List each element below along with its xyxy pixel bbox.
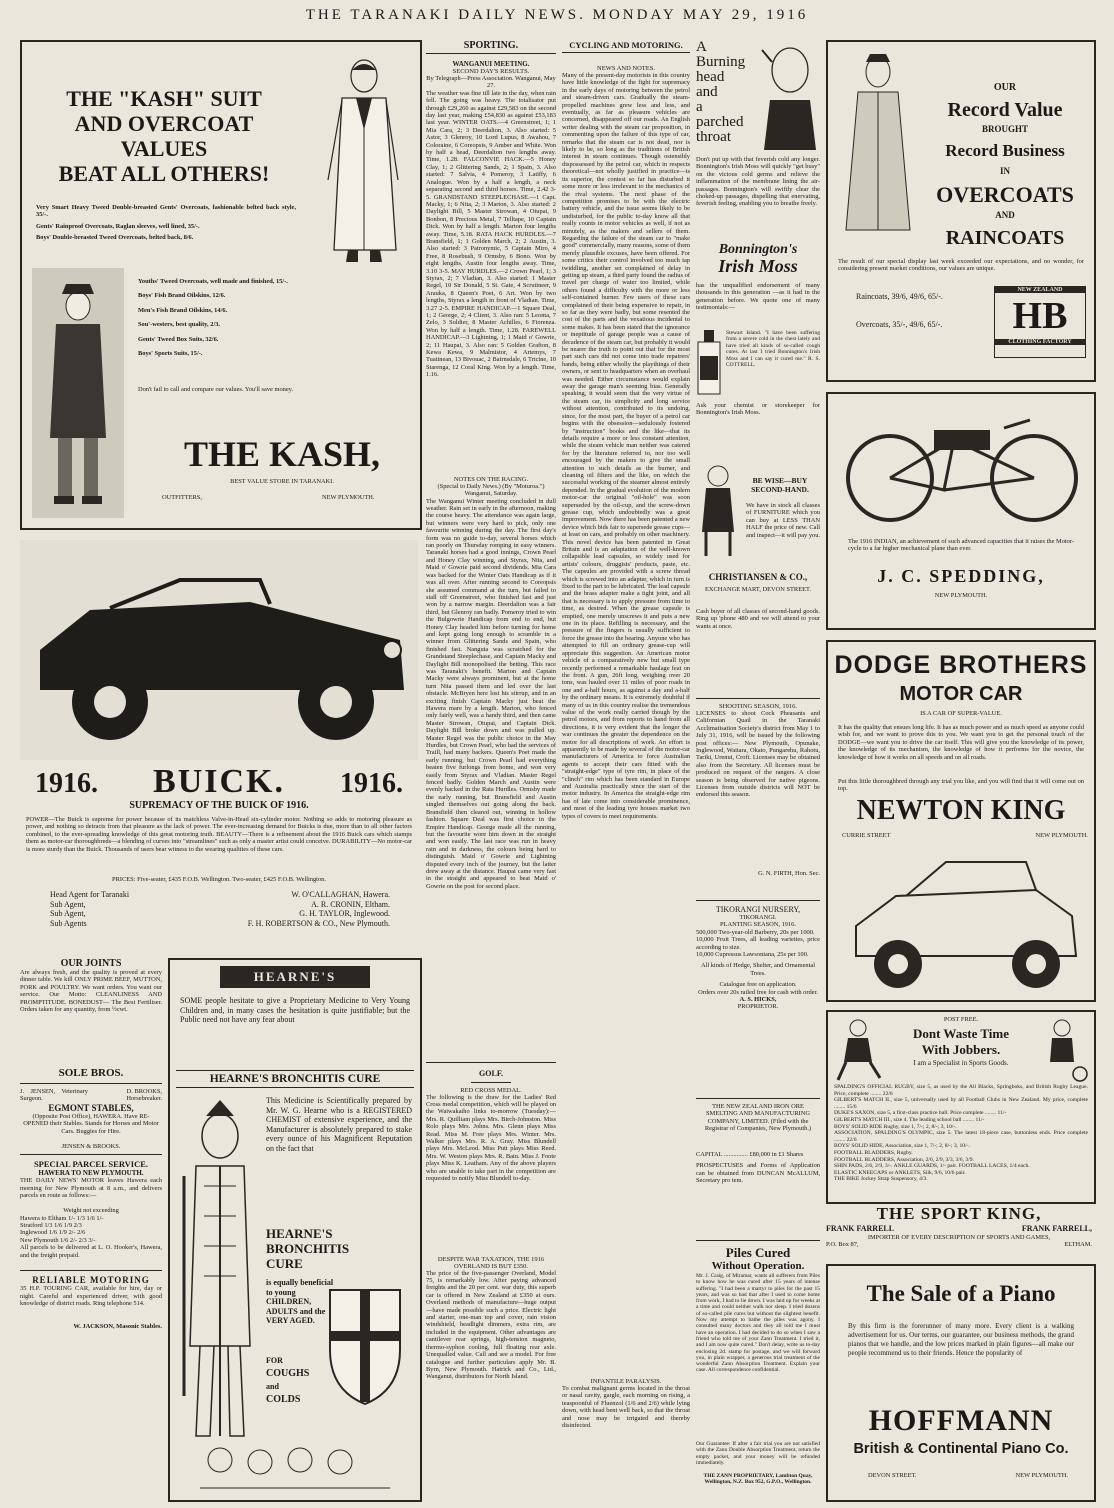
- record-over: Overcoats, 35/-, 49/6, 65/-.: [856, 320, 943, 329]
- buick-agent-row: [50, 900, 390, 910]
- hearne-for: FOR: [266, 1356, 283, 1365]
- dodge-town: NEW PLYMOUTH.: [1035, 832, 1088, 839]
- record-body: The result of our special display last week exceeded our expectations, and no wonder, for considering present market conditions, our values are unique.: [838, 258, 1084, 273]
- buick-agent-row: [50, 919, 390, 929]
- christiansen-addr: EXCHANGE MART, DEVON STREET.: [704, 586, 812, 593]
- buick-body: POWER—The Buick is supreme for power because of its matchless Valve-in-Head six-cylinder motor. Nothing so adds to motoring pleasure as power, and nothing so detracts from that pleasure as the lack of power. The ever-increasing demand for Buicks is due, more than to all other factors combined, to the ever-spreading knowledge of this great motoring truth. BEAUTY—There is a refinement about the 1916 Buick cars which stamps them as motor-car thoroughbreds—a blending of curves into "streamlines" such as only a master artist could conceive. DURABILITY—No motor-car is more sturdy than the Buick. Thousands of users bear witness to the wearing qualities of these cars.: [26, 816, 412, 853]
- smelting-prospectus: PROSPECTUSES and Forms of Application can be obtained from DUNCAN McALLUM, Secretary pro tem.: [696, 1162, 820, 1185]
- hearne-banner-frame: [220, 966, 370, 988]
- sportking-importer: IMPORTER OF EVERY DESCRIPTION OF SPORTS AND GAMES,: [867, 1233, 1051, 1241]
- paralysis-title: INFANTILE PARALYSIS.: [590, 1378, 662, 1385]
- christiansen-cash: Cash buyer of all classes of second-hand goods. Ring up 'phone 480 and we will attend to your wants at once.: [696, 608, 820, 630]
- sporting-body: The weather was fine till late in the day, when rain fell. The going was heavy. The totalisator put through £29,260 as against £29,583 on the second day last year, making £54,830 as against £53,183 last year. WINTER OATS.—4 Greenstreet, 1; 1 Mia Cara, 2; 3 Deerdalton, 3. Also started: 5 Astor, 3 Glenroy, 10 Lord Lupus, 8 Awahou, 7 Coloraine, 6 Coreopsis, 9 Amber and White. Won by half a head, Deerdalton two lengths away. Time, 1.28. FALCONVIE HACK.—5 Honey Clay, 1; 2 Glittering Sands, 2; 1 Spain, 3. Also started: 7 Salvia, 4 Pomeroy, 3 Latiffy, 6 Analogue. Won by a half a length, a neck separating second and third horses. Time, 2.42 3-5. GRANDSTAND STEEPLECHASE.—1 Capt. Macky, 1; 6 Nita, 2; 3 Marton, 3. Also started: 2 Daylight Bill, 5 Master Strowan, 4 Otupai, 9 Bonbon, 8 Precious Metal, 7 Telltape, 10 Captain Dick. Won by half a length. Marton four lengths away. Time, 5.18. RATA HACK HURDLES.—7 Bransfield, 1; 1 Golden March, 2; 2 Austin, 3. Also started: 3 Patronymic, 5 Captain Miro, 4 Free, 8 Rosebush, 9 Ormsby, 6 Bono. Won by eight lengths, Austin four lengths away. Time, 3.10 3-5. MAY HURDLES.—2 Crown Pearl, 1; 3 Styrax, 2; 7 Vladian, 3. Also started: 1 Master Regel, 10 Sir Donald, 5 St. Gate, 4 Scrutineer, 9 Arauka, 8 Queen's Poet, 6 Art. Won by two lengths, Styrax a length in front of Vladian. Time, 3.27 2-5. EMPIRE HANDICAP.—1 Square Deal, 1; 2 George, 2; 4 Client, 3. Also ran: 5 Leonta, 7 Zelo, 3 Soldier, 8 Master Achilles, 6 Fiorenza. Won by half a length. Time, 1.28. FAREWELL HANDICAP.—3 Lightning, 1; 1 Maid o' Gowrie, 2; 11 Haupai, 3. Also ran: 5 Golden Grafton, 8 Kewa Kewa, 9 Malmistor, 4 Artemys, 7 Tuatinean, 13 Bivouac, 2 Bairnsdale, 6 Tricine, 10 Starenga, 12 Coral King. Won by a length. Time, 1.16.: [426, 89, 556, 379]
- record-and: AND: [995, 210, 1015, 220]
- bottle-icon: [696, 330, 722, 396]
- kash-town: NEW PLYMOUTH.: [322, 494, 375, 501]
- hb-logo-top: NEW ZEALAND: [995, 287, 1085, 293]
- buick-agent-row: [50, 909, 390, 919]
- cycling-body: Many of the present-day motorists in this country have little knowledge of the fight for supremacy in the early days of motoring between the petrol and steam-driven cars. Gradually the steam-propelled machines grew less and less, and eventually, as far as pleasure vehicles are concerned, disappeared off our roads. An English writer dealing with the steam car proposition, in commenting upon the failure of this type of car, remarks that the steam car is not dead, nor is likely to be, so long as the traditions of British interest in steam continues. Though ostensibly dispossessed by the petrol car, which in respects theoretical—not wholly justified in practice—is its superior, the contest so far has disturbed it some more or less irrelevant to the mechanics of the rival systems. The next phase of the competition promises to be with the electric battery vehicle, and the issue seems likely to be undisturbed, for the public to-day know all that really counts in motor vehicles as well, if not as minutely, as the makers and sellers of them. Regarding the failure of the steam car to "make good" commercially, many reasons, some of them merely plausible excuses, have been offered. For some critics their control involved too much tap twiddling, another set complained of delay in getting up steam, a third party found the radius of travel per charge of water too limited, while others found a difficulty with the more or less self-contained burner. Few users of these cars complained of their being expensive to repair, in so far as they were badly, but some resented the cost of the parts and the vexatious incidental to some makes. It has been stated that the ignorance or ineptitude of garage people was a cause of decadence of the steam car, but probably it would be nearer the truth to point out that for the most part such cars did not come into trade repairers' hands, being either wholly the playthings of their owners, or sent to headquarters when an overhaul was needed. Either circumstance would explain away the garage man's seeming bias. Generally speaking, it would seem that the very virtue of the steam car, its simplicity and long service without attention, contributed to its undoing, since, for the most part, the buyer of a petrol car begins with the obsession—sedulously fostered by "instruction" books and the like—that its details require a more or less constant attention, while the steam vehicle man neither was catered for by the literature referred to, nor too well encouraged by the makers to give the small attention to such details as the burner, and cleaning oil filters and the like, on which the successful working of the steamer almost entirely depended. In the gradual evolution of the modern motor-car the original "oil-hole" was soon superseded by the oil-cup, and the screw-down grease cup, which undoubtedly was a great improvement. Now there has been patented a new device which bids fair to supersede grease cups—at least on cars, and probably on other machinery. This novel device has been patented in Great Britain and is an adaptation of the well-known collapsible lead capsules, so widely used for artists' colours, druggists' products, paste, etc. The capsules are provided with a screw thread which is screwed into an adapter, which in turn is fixed to the part to be lubricated. The lead capsule and the brass adapter make a tight joint, and all that is necessary is to apply pressure from time to time, as desired. When the grease capsule is emptied, one merely unscrews it and puts a new one in its place. Refilling is necessary, and the pressure of the fingers is usually sufficient to force the grease into the bearing. Anyone who has attempted to fill an ordinary grease-cup will appreciate this suggestion. An American motor vehicle of a comparatively new but small type recently performed a remarkable haulage feat on the front. A gun, 26ft long, weighing over 20 tons, was hauled over 11 miles of poor roads in one and a-half hours, as against a day and a-half by the ordinary means. It is extremely doubtful if many of us in this country realise the tremendous value of the work really carried though by the petrol motors, and from reports to hand from all directions, it is very evident that the longer the war continues the greater the dependence on the motor for all descriptions of work. An effort is apparently to be made by several of the motor-car manufacturers of America to force Australian agents to accept their cars fitted with the "straight-edge" type of tyre rim, in place of the "clinch" rim which has been standard in Europe and Australia practically since the start of the motor industry. In America the straight-edge rim has of late come into considerable prominence, and most of the leading tyre houses market two types of covers to meet requirements.: [562, 72, 690, 820]
- golf-title: GOLF.: [479, 1068, 503, 1078]
- buick-year-left: 1916.: [35, 768, 99, 799]
- shield-icon: [320, 1280, 410, 1410]
- hearne-cure-title: HEARNE'S BRONCHITIS CURE: [176, 1070, 414, 1088]
- piano-ad: [826, 1264, 1096, 1502]
- joints-text: Are always fresh, and the quality is proved at every dinner table. We kill ONLY PRIME BEEF, MUTTON, PORK and POULTRY. We want orders. You want our service. Our Motto: CLEANLINESS AND PROMPTITUDE. BONEDUST— The Best Fertiliser. Orders taken for any quantity, from ½cwt.: [20, 969, 162, 1014]
- kash-item: Gents' Rainproof Overcoats, Raglan sleeves, well lined, 35/-.: [36, 222, 200, 230]
- buick-agent-role: Sub Agent,: [50, 899, 86, 909]
- sportking-spec: I am a Specialist in Sports Goods.: [913, 1059, 1009, 1067]
- record-brought: BROUGHT: [981, 124, 1028, 134]
- hearne-body: This Medicine is Scientifically prepared by Mr. W. G. Hearne who is a REGISTERED CHEMIST of extensive experience, and the Manufacturer is absolutely prepared to stake every ounce of his Magnificent Reputation on the fact that: [266, 1096, 412, 1153]
- knight-illustration: [174, 1096, 264, 1466]
- boy-overcoat-illustration: [32, 268, 124, 518]
- buick-agent-row: [50, 890, 390, 900]
- piles-body: Mr. J. Craig, of Miramar, wants all sufferers from Piles to know how he was cured after 15 years of intense suffering. "I had been a martyr to piles for the past 15 years, and was so bad that after I used to come home from work, I had to lie down. I was laid up for weeks at a time and could neither walk nor sleep. I tried dozens of so-called pile cures but without the slightest benefit. Now my attempt to bathe the piles was agony. I consulted many doctors and they all told me I must have an operation. I had decided to do so when I saw a friend who told me of your Zann Treatment. I tried it, and I am now quite cured." Don't delay, write us to-day enclosing 2d. stamp for postage, and we will forward you, in plain wrapper, a generous trial treatment of the wonderful Zann Absorption Treatment. Explain your case. All correspondence confidential.: [696, 1273, 820, 1374]
- nursery-title2: PROPRIETOR.: [737, 1003, 779, 1011]
- kash-boys-item: Youths' Tweed Overcoats, well made and finished, 15/-.: [138, 278, 288, 285]
- sportking-box: P.O. Box 87,: [826, 1240, 859, 1248]
- record-l1: Record Value: [947, 99, 1063, 121]
- sporting-title: SPORTING.: [463, 40, 519, 51]
- paralysis-body: To combat malignant germs located in the throat or nasal cavity, gargle, each morning on rising, a teaspoonful of Fluenzol (1/6 and 2/6) while lying down, with head bent well back, so that the throat and nose may be irrigated and thereby disinfected.: [562, 1385, 690, 1430]
- cycling-column: [562, 40, 690, 1500]
- bonnington-ad: [696, 40, 820, 460]
- man-overcoat-illustration: [312, 50, 412, 265]
- kash-boys-item: Gents' Tweed Box Suits, 32/6.: [138, 335, 219, 343]
- parcel-rates-head: Weight not exceeding: [63, 1207, 119, 1215]
- footballer-right-illustration: [1038, 1016, 1090, 1082]
- buick-agent-role: Sub Agent,: [50, 909, 86, 918]
- kash-item: Boys' Double-breasted Tweed Overcoats, belted back, 8/6.: [36, 234, 194, 242]
- sportking-item: SHIN PADS, 2/6, 2/9, 3/-. ANKLE GUARDS, 1/- pair. FOOTBALL LACES, 1/4 each.: [834, 1163, 1030, 1170]
- man-with-headache-illustration: [756, 40, 820, 152]
- nursery-name: A. S. HICKS,: [739, 996, 777, 1004]
- nursery-place: TIKORANGI.: [739, 914, 777, 921]
- sportking-item: ASSOCIATION, SPALDING'S OLYMPIC, size 5. The latest 18-piece case, buttonless ends. Price complete ........ 22/6: [834, 1130, 1088, 1143]
- stables-names: [20, 1088, 162, 1103]
- sportking-town: ELTHAM.: [1064, 1240, 1092, 1248]
- notes-body: The Wanganui Winter meeting concluded in dull weather. Rain set in early in the afternoon, making the course heavy. The attendance was again large, but winners were very hard to pick, only one favourite winning during the day. The first day's form was no guide to-day, several horses which ran poorly on Thursday romping in easy winners. Taranaki horses had a good innings, Crown Pearl and Honey Clay winning, and Styrax, Nita, and Maid o' Gowrie paid second dividends. Mia Cara was backed for the Winter Oats Handicap as if it was all over. After running second to Coreopsis she assumed command at the turn, but failed to stall off Greenstreet, who finished fast and just won by a narrow margin. Deerdalton was a fair third, but Glenroy ran badly. Pomeroy tried to win the Bulgowrie Handicap from end to end, but Honey Clay headed him before turning for home and kept going long enough to scramble in a winner from Glittering Sands and Spain, who finished fast. Nanguta was scratched for the Grandstand Steeplechase, and Captain Macky and Daylight Bill monopolised the betting. This race was Taranaki's benefit. Marton and Captain Macky were always prominent, but at the home turn Nita passed them and led over the last obstacle. McBryen here lost his stirrup, and in an exciting finish Captain Macky just beat the Hawera mare by a length. Marton, who fenced only fairly well, was a handy third, and then came Master Strowan, Otupai, and Captain Dick. Daylight Bill broke down and was pulled up. Master Regel was the public choice in the May Hurdles, but Crown Pearl, who had the services of Traill, had many backers. Queen's Poet made the early running, but Crown Pearl had everything beaten five furlongs from home, and won very easily from Styrax and Vladian. Master Regel fenced badly. Golden March and Austin were evenly backed in the Rata Hurdles. Ormsby made the early running, but Bransfield and Austin singled themselves out going along the back. Bransfield then cleared out, winning in hollow fashion. Square Deal was first choice in the Empire Handicap. George made all the running, but the favourite wore him down in the straight and won easily. The last race was run in heavy rain and in darkness, the colours being hard to distinguish. Maid o' Gowrie and Lightning disputed every inch of the journey, but the latter drew away at the distance. Haupai came very fast in the straight and appeared to beat Maid o' Gowrie on the post for second place.: [426, 497, 556, 890]
- kash-ad: [20, 40, 422, 530]
- kash-boys-item: Boys' Fish Brand Oilskins, 12/6.: [138, 292, 226, 300]
- nursery-item: 10,000 Fruit Trees, all leading varieties, price according to size.: [696, 936, 820, 951]
- children-illustration: [190, 1430, 400, 1490]
- shooting-title: SHOOTING SEASON, 1916.: [718, 703, 797, 710]
- piles-title2: Without Operation.: [711, 1260, 805, 1272]
- sportking-address: [826, 1241, 1092, 1248]
- christiansen-text: We have in stock all classes of FURNITURE which you can buy at LESS THAN HALF the price of new. Call and inspect—it will pay you.: [746, 502, 820, 539]
- bonnington-brand-line: Bonnington's: [718, 242, 798, 257]
- kash-boys-item: Sou'-westers, best quality, 2/3.: [138, 321, 221, 329]
- sportking-post: POST FREE.: [943, 1016, 979, 1023]
- record-value-ad: [826, 40, 1096, 382]
- hearne-coughs: COUGHS: [266, 1368, 310, 1379]
- hearne-intro: SOME people hesitate to give a Proprietary Medicine to Very Young Children and, in many cases the hesitation is quite justifiable; but the Public need not have any fear about: [180, 996, 410, 1024]
- parcel-rate: New Plymouth 1/6 2/- 2/3 3/-: [20, 1236, 96, 1244]
- kash-compare: Don't fail to call and compare our values. You'll save money.: [138, 386, 294, 393]
- burning-headline: [696, 40, 758, 145]
- kash-boys-items: [138, 278, 338, 364]
- indian-town: NEW PLYMOUTH.: [934, 592, 988, 599]
- kash-outfitters: OUTFITTERS,: [162, 494, 202, 501]
- kash-boys-item: Men's Fish Brand Oilskins, 14/6.: [138, 306, 228, 314]
- shooting-body: LICENSES to shoot Cock Pheasants and Californian Quail in the Taranaki Acclimatisation Society's district from May 1 to July 31, 1916, will be issued by the following post offices:— New Plymouth, Opunake, Inglewood, Waitara, Okato, Pungarehu, Rahotu, Tariki, Urenui, Croft. Licenses may be obtained also from the Secretary. All licenses must be produced on request of the rangers. A close season is being observed for native pigeons. Licenses from outside districts will NOT be endorsed this season.: [696, 710, 820, 799]
- sportking-item: BOYS' SOLID RIDE Rugby, size 1, 7/-; 2, 8/-; 3, 10/-.: [834, 1123, 957, 1130]
- hearne-and: and: [266, 1382, 279, 1391]
- dodge-name: DODGE BROTHERS: [834, 651, 1088, 679]
- buick-title-row: [20, 763, 418, 800]
- hb-logo: [994, 286, 1086, 358]
- kash-headline-line1: THE "KASH" SUIT: [66, 86, 262, 111]
- footballer-left-illustration: [832, 1016, 888, 1082]
- parcel-rate: Stratford 1/3 1/6 1/9 2/3: [20, 1222, 82, 1230]
- piano-town: NEW PLYMOUTH.: [1015, 1472, 1068, 1479]
- shooting-sig: G. N. FIRTH, Hon. Sec.: [758, 870, 820, 877]
- buick-subhead: SUPREMACY OF THE BUICK OF 1916.: [129, 800, 309, 811]
- buick-name: BUICK.: [153, 763, 285, 800]
- sportking-t1: Dont Waste Time: [912, 1026, 1010, 1041]
- kash-headline-line3: VALUES: [120, 136, 208, 161]
- stables-name: EGMONT STABLES,: [48, 1102, 134, 1113]
- bonnington-testimonial: Stewart Island. "I have been suffering from a severe cold in the chest lately and have tried all kinds of so-called cough cures. At last I tried Bonnington's Irish Moss and I can say it cured me." R. S. COTTRELL.: [726, 330, 820, 369]
- stables-text: (Opposite Post Office), HAWERA. Have RE-OPENED their Stables. Stands for Horses and Motor Cars. Buggies for Hire.: [23, 1112, 159, 1135]
- sportking-item: GILBERT'S MATCH III., size 4. The leading school ball ........ 11/-: [834, 1116, 985, 1123]
- dodge-body: It has the quality that ensues long life. It has as much power and as much speed as anyone could wish for, and we want to prove this to you. We want you to get the personal touch of the DODGE—we want you to drive the car itself. This will give you the knowledge of its power, the knowledge of its mechanism, the knowledge of how it performs for the novice, the knowledge of how it works on all speeds and on all roads.: [838, 724, 1084, 761]
- dodge-car-illustration: [836, 846, 1086, 994]
- golf-sub: RED CROSS MEDAL.: [460, 1086, 522, 1094]
- kash-boys-item: Boys' Sports Suits, 15/-.: [138, 350, 203, 358]
- record-l2: Record Business: [945, 141, 1065, 160]
- burning-line: and: [696, 84, 718, 100]
- nursery-item: 10,000 Cupressus Lawsoniana, 25s per 100.: [696, 951, 809, 959]
- sportking-item: THE BIKE Jockey Strap Suspensory, 4/3.: [834, 1176, 928, 1183]
- kash-headline: [34, 86, 294, 186]
- sportking-t2: With Jobbers.: [921, 1042, 1001, 1057]
- sportking-item: GILBERT'S MATCH II., size 5, universally used by all Football Clubs in New Zealand. My price, complete ........ 15/6: [834, 1097, 1088, 1110]
- stables-owners: JENSEN & BROOKS.: [61, 1142, 121, 1150]
- bonnington-ask: Ask your chemist or storekeeper for Bonnington's Irish Moss.: [696, 402, 820, 417]
- kash-name: THE KASH,: [183, 434, 381, 474]
- bonnington-endorse: has the unqualified endorsement of many thousands in this generation —as it had in the generation before. We quote one of many testimonials:—: [696, 282, 820, 312]
- dodge-sub: MOTOR CAR: [899, 683, 1023, 705]
- cycling-sub: NEWS AND NOTES.: [597, 65, 655, 72]
- buick-prices: PRICES: Five-seater, £435 F.O.B. Wellington. Two-seater, £425 F.O.B. Wellington.: [112, 876, 326, 883]
- hearne-big: [266, 1226, 386, 1271]
- nursery-title: TIKORANGI NURSERY,: [715, 905, 801, 914]
- sportking-item: SPALDING'S OFFICIAL RUGBY, size 5, as used by the All Blacks, Springboks, and British Rugby League. Price, complete ........ 22/6: [834, 1084, 1088, 1097]
- dodge-try: Put this little thoroughbred through any trial you like, and you will find that it will come out on top.: [838, 778, 1084, 793]
- buick-agent-name: G. H. TAYLOR, Inglewood.: [299, 909, 390, 918]
- reliable-text: 35 H.P. TOURING CAR, available for hire, day or night. Careful and experienced driver, with good knowledge of district roads. Ring telephone 514.: [20, 1285, 162, 1308]
- hearne-big-line: HEARNE'S: [266, 1226, 333, 1241]
- reliable-title: RELIABLE MOTORING: [32, 1275, 150, 1286]
- sportking-item: FOOTBALL BLADDERS, Rugby.: [834, 1149, 913, 1156]
- nursery-season: PLANTING SEASON, 1916.: [720, 921, 796, 929]
- smelting-notice: [696, 1094, 820, 1234]
- man-raincoat-illustration: [834, 50, 920, 240]
- buick-agent-role: Head Agent for Taranaki: [50, 890, 130, 899]
- hearne-side: is equally beneficial to young CHILDREN, ADULTS and the VERY AGED.: [266, 1278, 334, 1325]
- hearne-big-line: BRONCHITIS: [266, 1241, 350, 1256]
- piano-brand: HOFFMANN: [868, 1404, 1054, 1437]
- piano-title: The Sale of a Piano: [866, 1281, 1056, 1306]
- hearne-banner: HEARNE'S: [253, 969, 337, 984]
- buick-agent-name: A. R. CRONIN, Eltham.: [311, 899, 390, 909]
- indian-text: The 1916 INDIAN, an achievement of such advanced capacities that it raises the Motor-cycle to a far higher mechanical plane than ever.: [848, 538, 1074, 553]
- parcel-sub: HAWERA TO NEW PLYMOUTH.: [38, 1169, 144, 1178]
- piano-company: British & Continental Piano Co.: [853, 1441, 1069, 1457]
- piles-footer: THE ZANN PROPRIETARY, Lambton Quay, Wellington, N.Z. Box 952, G.P.O., Wellington.: [703, 1473, 813, 1486]
- record-our: OUR: [993, 82, 1017, 93]
- parcel-title: SPECIAL PARCEL SERVICE.: [33, 1159, 149, 1170]
- christiansen-name: CHRISTIANSEN & CO.,: [708, 572, 808, 582]
- hearne-big-line: CURE: [266, 1256, 303, 1271]
- notes-title: NOTES ON THE RACING.: [453, 475, 529, 483]
- record-l4: RAINCOATS: [945, 227, 1065, 249]
- bonnington-brand-line: Irish Moss: [718, 256, 798, 276]
- kash-tagline: BEST VALUE STORE IN TARANAKI.: [230, 478, 334, 485]
- reliable-name: W. JACKSON, Masonic Stables.: [73, 1323, 162, 1331]
- nursery-orders: Orders over 20s railed free for cash with order.: [698, 988, 818, 996]
- dodge-street: CURRIE STREET: [842, 832, 891, 839]
- burning-body: Don't put up with that feverish cold any longer. Bonnington's Irish Moss will quickly "get busy" on the vicious cold germs and relieve the inflammation of the membrane lining the air-passages. Bonnington's will swiftly clear the choked-up passages, dispelling that enervating, feverish feeling, enabling you to breathe freely.: [696, 156, 820, 208]
- indian-ad: [826, 392, 1096, 630]
- burning-line: a: [696, 99, 703, 115]
- piles-guarantee: Our Guarantee: If after a fair trial you are not satisfied with the Zann Double Absorption Treatment, return the empty packet, and your money will be refunded immediately.: [696, 1441, 820, 1466]
- buick-agents: [50, 890, 390, 928]
- kash-headline-line2: AND OVERCOAT: [74, 111, 254, 136]
- bonnington-brand: [696, 242, 820, 274]
- sportking-items: [834, 1084, 1088, 1183]
- bellhop-illustration: [696, 462, 740, 558]
- tax-body: The price of the five-passenger Overland, Model 75, is remarkably low. After paying advanced freights and the 20 per cent. war duty, this superb car is offered in New Zealand at £350 at ours. Overland methods of manufacture—huge output—have made possible such a price. Electric light and starter, one-man top and cover, rain vision windshield, headlight dimmers, extra rim, are included in the equipment. Other advantages are cantilever rear springs, high-tension magneto, thermo-syphon cooling, full floating rear axle. Unequalled value. Call and see a model. For free catalogue and further particulars apply Mr. B. Byrn, New Plymouth. Hatrick and Co., Ltd., Wanganui, distributors for North Island.: [426, 1269, 556, 1381]
- record-in: IN: [999, 166, 1010, 176]
- sportking-ad: [826, 1010, 1096, 1204]
- buick-car-illustration: [20, 540, 418, 760]
- piles-title1: Piles Cured: [725, 1245, 791, 1260]
- tax-title: DESPITE WAR TAXATION, THE 1916 OVERLAND IS BUT £350.: [437, 1255, 545, 1270]
- parcel-footer: All parcels to be delivered at L. O. Hooker's, Hawera, and the freight prepaid.: [20, 1244, 162, 1259]
- buick-agent-role: Sub Agents: [50, 918, 87, 928]
- sporting-sub: WANGANUI MEETING.: [452, 60, 530, 68]
- sporting-byline: By Telegraph—Press Association. Wanganui, May 27.: [426, 75, 556, 90]
- hearne-colds: COLDS: [266, 1394, 301, 1405]
- motorcycle-illustration: [834, 400, 1088, 528]
- sporting-column: [426, 40, 556, 1500]
- joints-name: SOLE BROS.: [58, 1067, 124, 1079]
- joints-title: OUR JOINTS: [60, 958, 122, 969]
- christiansen-ad: [696, 462, 820, 692]
- sportking-name-right: FRANK FARRELL,: [1021, 1224, 1092, 1233]
- piles-ad: [696, 1236, 820, 1500]
- record-rain: Raincoats, 39/6, 49/6, 65/-.: [856, 292, 943, 301]
- shooting-notice: [696, 694, 820, 894]
- buick-agent-name: F. H. ROBERTSON & CO., New Plymouth.: [247, 918, 390, 928]
- burning-line: head: [696, 69, 725, 85]
- piano-body: By this firm is the forerunner of many more. Every client is a walking advertisement for us. Our terms, our guarantee, our business methods, the grand pianos that we handle, and the low prices marked in plain figures—all make our people recommend us to their friends. Hence the popularity of: [848, 1322, 1074, 1357]
- burning-line: throat: [696, 129, 731, 145]
- sportking-footer: [826, 1204, 1092, 1260]
- sportking-name-left: FRANK FARRELL: [826, 1224, 895, 1233]
- buick-year-right: 1916.: [339, 768, 403, 799]
- dodge-ad: [826, 640, 1096, 1002]
- hearne-ad: [168, 958, 422, 1502]
- parcel-rate: Hawera to Eltham 1/- 1/3 1/6 1/-: [20, 1214, 104, 1222]
- hb-logo-mid: HB: [1012, 295, 1068, 337]
- smelting-text: THE NEW ZEALAND IRON ORE SMELTING AND MANUFACTURING COMPANY, LIMITED. (Filed with the Registrar of Companies, New Plymouth.): [704, 1103, 812, 1133]
- sporting-sub2: SECOND DAY'S RESULTS.: [452, 68, 530, 75]
- sportking-item: BOYS' SOLID HIDE, Association, size 1, 7/-; 2, 8/-; 3, 10/-.: [834, 1143, 970, 1150]
- nursery-hedge: All kinds of Hedge, Shelter, and Ornamental Trees.: [700, 962, 816, 977]
- nursery-item: 500,000 Two-year-old Barberry, 20s per 1000.: [696, 928, 815, 936]
- kash-headline-line4: BEAT ALL OTHERS!: [58, 161, 270, 186]
- sportking-item: DUKE'S SAXON, size 5, a first-class practice ball. Price complete ........ 11/-: [834, 1110, 1007, 1117]
- dodge-tag: IS A CAR OF SUPER-VALUE.: [920, 710, 1002, 717]
- hb-logo-bot: CLOTHING FACTORY: [995, 339, 1085, 345]
- masthead: THE TARANAKI DAILY NEWS. MONDAY MAY 29, 1916: [305, 7, 809, 23]
- golf-body: The following is the draw for the Ladies' Red Cross medal competition, which will be played on the Waiwakaiho links to-morrow (Tuesday):— Mrs. R. Quilliam plays Mrs. Birch-Johnston. Miss Rolo plays Mrs. Johns. Mrs. Glenn plays Miss Read. Miss M. Free plays Mrs. Winter. Mrs. Walker plays Mrs. R. A. Gray. Miss Blundell plays Mrs. McLeod. Miss Putt plays Miss Reed. Mrs. W. Weston plays Mrs. R. Bain. Miss J. Foote plays Miss K. Leatham. Any of the above players who are unable to take part in the competition are requested to notify Miss Blundell to-day.: [426, 1093, 556, 1183]
- smelting-capital: CAPITAL ............... £80,000 in £1 Shares: [696, 1151, 804, 1158]
- sportking-item: FOOTBALL BLADDERS, Association, 2/6, 2/9, 3/3, 3/6, 3/9.: [834, 1156, 974, 1163]
- burning-line: parched: [696, 114, 744, 130]
- burning-line: A: [696, 40, 707, 55]
- cycling-title: CYCLING AND MOTORING.: [569, 40, 683, 50]
- stables-left: J. JENSEN, Veterinary Surgeon.: [20, 1088, 88, 1103]
- burning-line: Burning: [696, 54, 746, 70]
- stables-right: D. BROOKS, Horsebreaker.: [126, 1088, 162, 1103]
- sportking-title: THE SPORT KING,: [876, 1204, 1042, 1223]
- dodge-dealer: NEWTON KING: [856, 795, 1066, 826]
- parcel-rate: Inglewood 1/6 1/9 2/- 2/6: [20, 1229, 86, 1237]
- small-ads-column: [20, 958, 162, 1498]
- notes-byline: (Special to Daily News.) (By "Moturoa.") Wanganui, Saturday.: [437, 482, 545, 498]
- parcel-text: THE DAILY NEWS' MOTOR leaves Hawera each morning for New Plymouth at 8 a.m., and delivers parcels en route as follows:—: [20, 1177, 162, 1200]
- sportking-item: ELASTIC KNEECAPS or ANKLETS, Silk, 9/6, 10/6 pair.: [834, 1169, 966, 1176]
- christiansen-beware: BE WISE—BUY SECOND-HAND.: [751, 476, 809, 494]
- sportking-names: [826, 1224, 1092, 1234]
- kash-item: Very Smart Heavy Tweed Double-breasted Gents' Overcoats, fashionable belted back style, 35/-.: [36, 204, 296, 219]
- kash-items: [36, 204, 296, 246]
- buick-ad: [20, 540, 418, 950]
- record-l3: OVERCOATS: [936, 182, 1074, 207]
- piano-street: DEVON STREET.: [868, 1472, 917, 1479]
- nursery-catalogue: Catalogue free on application.: [719, 981, 797, 989]
- buick-agent-name: W. O'CALLAGHAN, Hawera.: [291, 890, 390, 899]
- indian-name: J. C. SPEDDING,: [877, 566, 1045, 586]
- nursery-ad: [696, 896, 820, 1092]
